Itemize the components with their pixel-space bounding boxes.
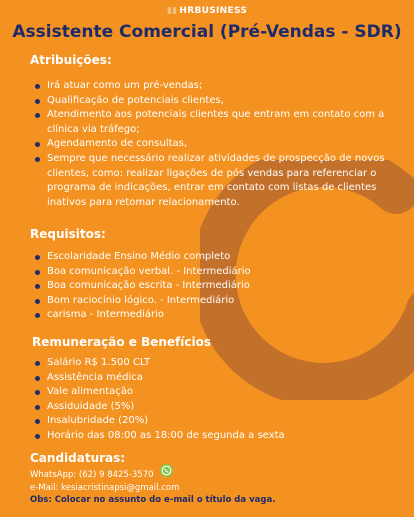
application-note: Obs: Colocar no assunto do e-mail o título da vaga. [30, 495, 276, 505]
list-item: Boa comunicação escrita - Intermediário [32, 279, 372, 294]
list-item: Atendimento aos potenciais clientes que entram em contato com a clínica via tráfego; [32, 108, 390, 137]
brand-logo [0, 6, 414, 16]
list-item: Qualificação de potenciais clientes, [32, 94, 390, 109]
list-item: Irá atuar como um pré-vendas; [32, 79, 390, 94]
list-item: Escolaridade Ensino Médio completo [32, 250, 372, 265]
list-item: Horário das 08:00 as 18:00 de segunda a sexta [32, 429, 372, 444]
list-item: carisma - Intermediário [32, 308, 372, 323]
list-item: Assiduidade (5%) [32, 400, 372, 415]
list-item: Assistência médica [32, 371, 372, 386]
list-beneficios [32, 356, 372, 444]
list-item: Agendamento de consultas, [32, 137, 390, 152]
list-item: Bom raciocínio lógico. - Intermediário [32, 294, 372, 309]
whatsapp-icon[interactable] [159, 463, 174, 478]
section-heading-requisitos: Requisitos: [30, 227, 106, 241]
list-item: Boa comunicação verbal. - Intermediário [32, 265, 372, 280]
brand-mark-icon: ▮▮ [166, 6, 178, 16]
section-heading-beneficios: Remuneração e Benefícios [32, 335, 211, 349]
list-atribuicoes [32, 79, 390, 210]
section-heading-candidaturas: Candidaturas: [30, 451, 126, 465]
list-item: Salário R$ 1.500 CLT [32, 356, 372, 371]
job-title: Assistente Comercial (Pré-Vendas - SDR) [12, 22, 402, 42]
list-requisitos [32, 250, 372, 323]
email-contact[interactable]: e-Mail: kesiacristinapsi@gmail.com [30, 483, 180, 493]
list-item: Vale alimentação [32, 385, 372, 400]
whatsapp-contact[interactable]: WhatsApp: (62) 9 8425-3570 [30, 470, 154, 480]
list-item: Sempre que necessário realizar atividades de prospecção de novos clientes, como: realizar ligações de pós vendas para referenciar o programa de indicações, entrar em contato com listas de clientes inativos para retomar relacionamento. [32, 152, 390, 210]
list-item: Insalubridade (20%) [32, 414, 372, 429]
brand-logo-text: HRBUSINESS [179, 6, 248, 16]
section-heading-atribuicoes: Atribuições: [30, 53, 112, 67]
